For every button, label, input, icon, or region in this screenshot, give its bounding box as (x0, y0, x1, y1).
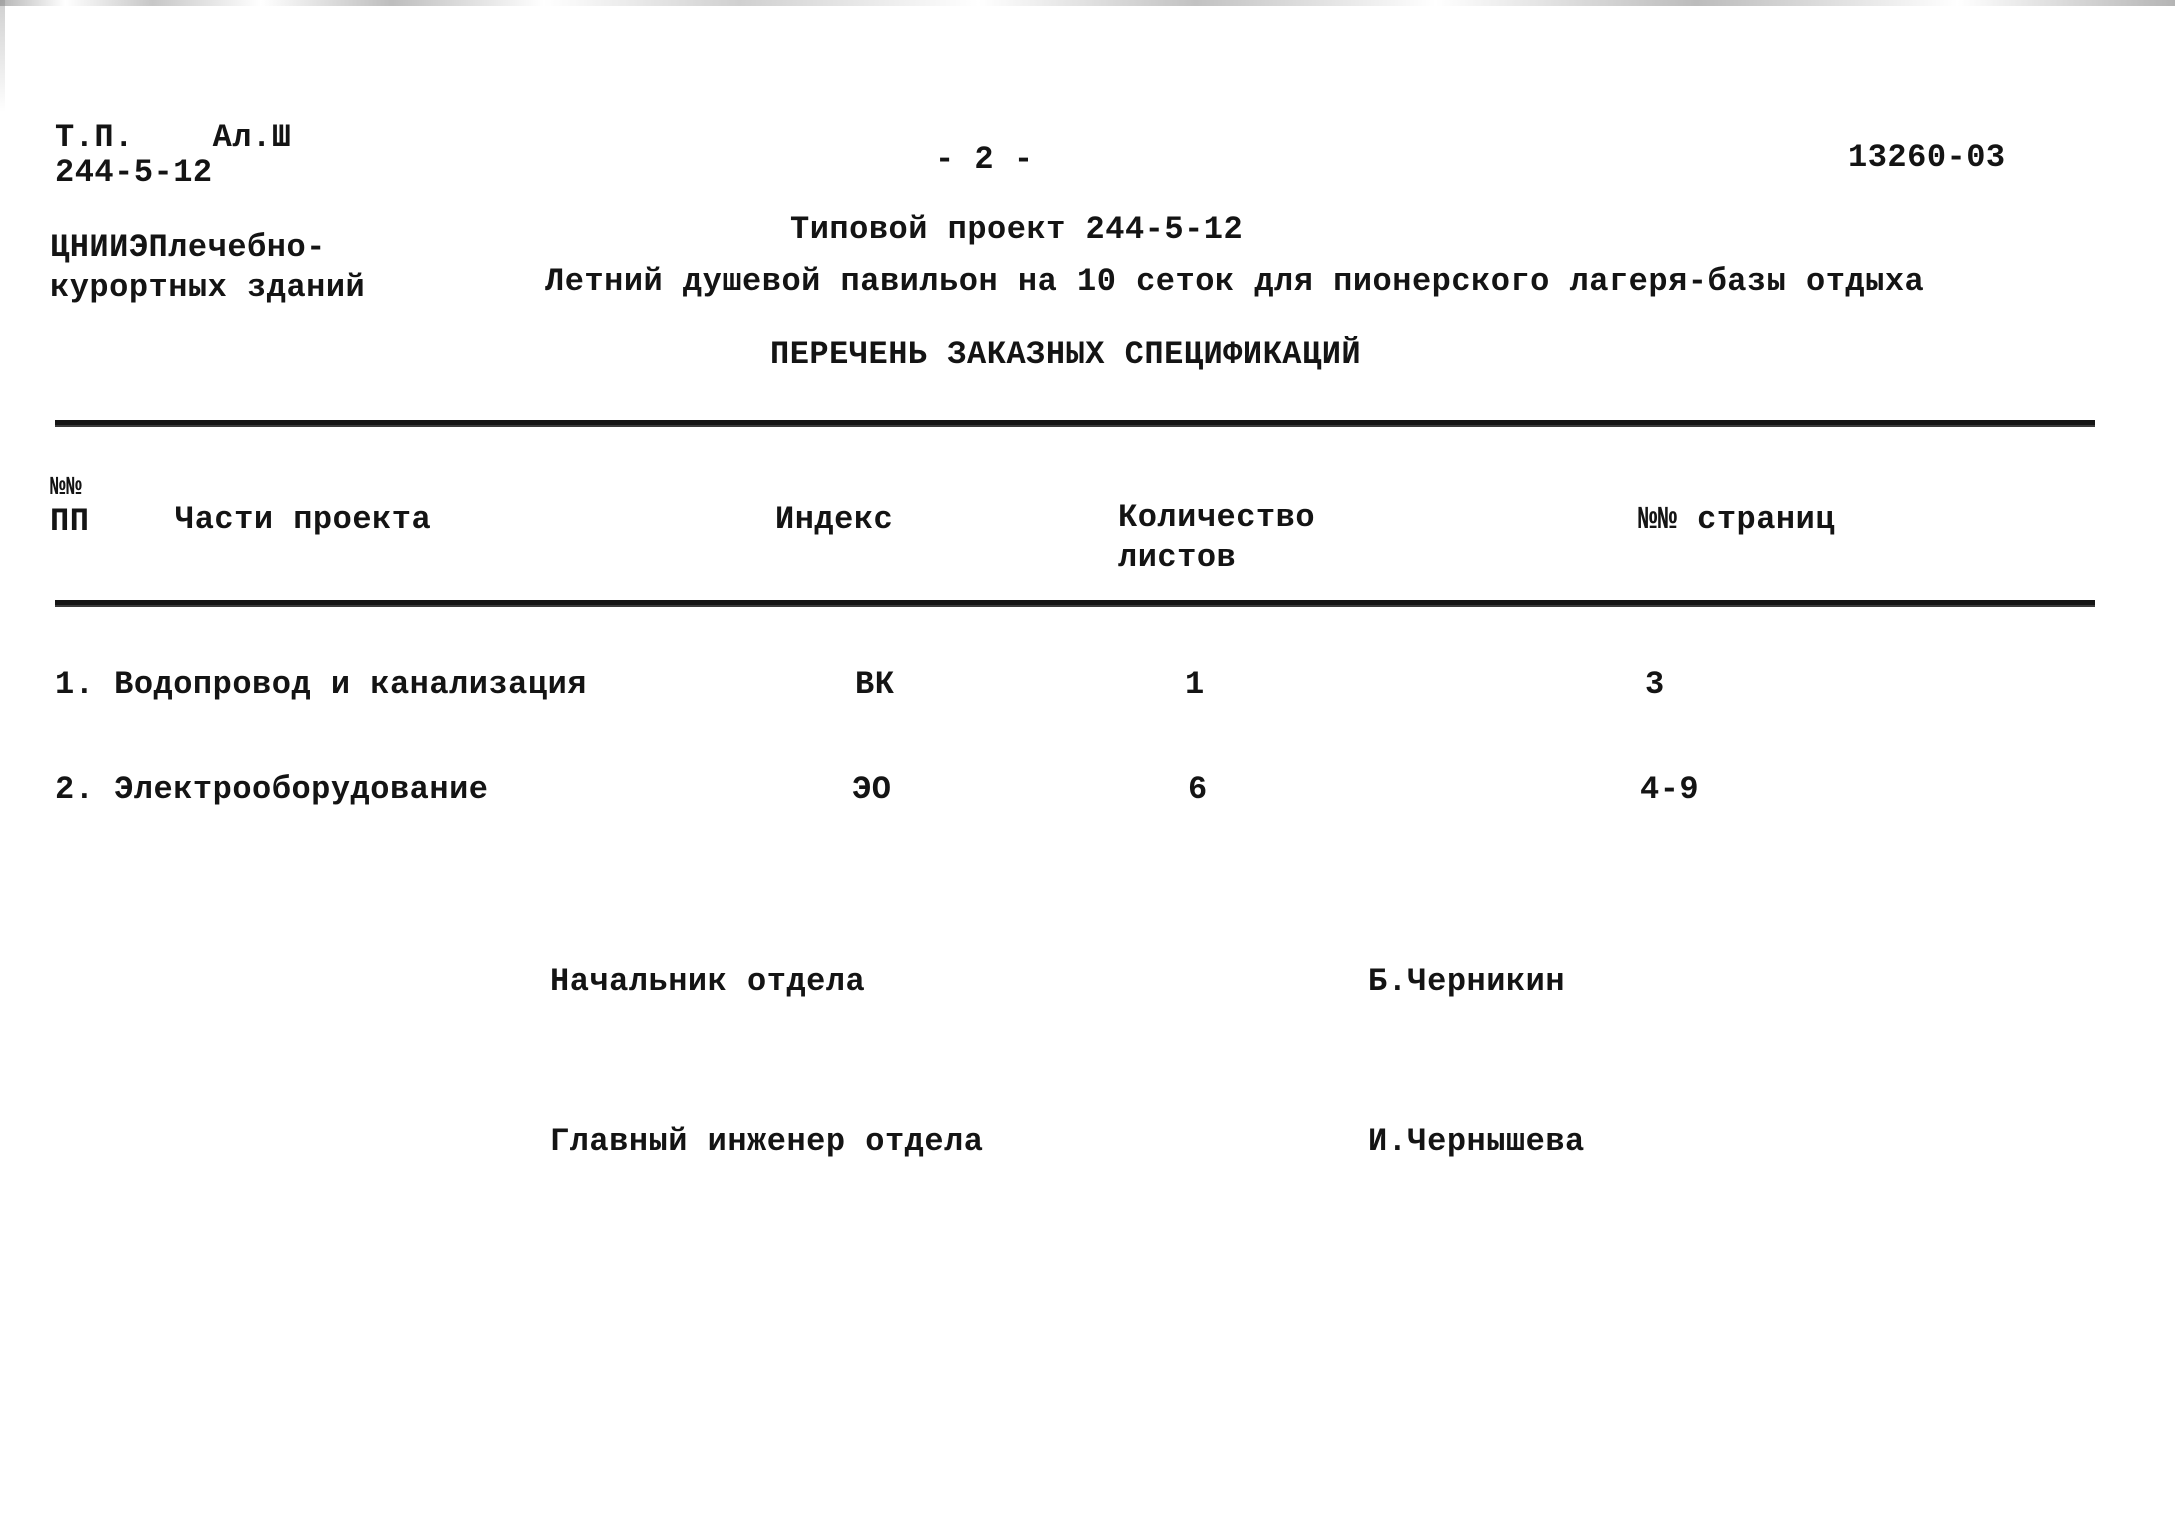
organization-line-1: ЦНИИЭПлечебно- (50, 229, 326, 266)
signature-title: Главный инженер отдела (550, 1123, 984, 1160)
title-subject: Летний душевой павильон на 10 сеток для пионерского лагеря-базы отдыха (545, 263, 1925, 300)
row-sheet-count: 1 (1185, 666, 1205, 703)
col-header-index: Индекс (775, 501, 894, 538)
row-sheet-count: 6 (1188, 771, 1208, 808)
row-page-range: 3 (1645, 666, 1665, 703)
table-header-rule (55, 600, 2095, 607)
col-header-num-top: №№ (50, 472, 83, 502)
organization-line-2: курортных зданий (50, 269, 366, 306)
table-top-rule (55, 420, 2095, 427)
signature-title: Начальник отдела (550, 963, 866, 1000)
row-index: ВК (855, 666, 895, 703)
col-header-num-bottom: ПП (50, 503, 90, 540)
row-page-range: 4-9 (1640, 771, 1700, 808)
scan-artifact-top (0, 0, 2175, 6)
row-index: ЭО (852, 771, 892, 808)
row-part-name: 2. Электрооборудование (55, 771, 489, 808)
col-header-pages: №№ страниц (1638, 501, 1836, 538)
signature-name: И.Чернышева (1368, 1123, 1585, 1160)
col-header-sheets-top: Количество (1118, 499, 1316, 536)
title-document-type: ПЕРЕЧЕНЬ ЗАКАЗНЫХ СПЕЦИФИКАЦИЙ (770, 336, 1362, 373)
page-number: - 2 - (935, 141, 1034, 178)
col-header-part: Части проекта (175, 501, 432, 538)
doc-ref-project-code: 244-5-12 (55, 154, 213, 191)
scan-artifact-left (0, 0, 5, 140)
row-part-name: 1. Водопровод и канализация (55, 666, 587, 703)
signature-name: Б.Черникин (1368, 963, 1566, 1000)
col-header-sheets-bottom: листов (1118, 539, 1237, 576)
doc-number: 13260-03 (1848, 139, 2006, 176)
title-project: Типовой проект 244-5-12 (790, 211, 1244, 248)
doc-ref-album: Т.П. Ал.Ш (55, 119, 292, 156)
